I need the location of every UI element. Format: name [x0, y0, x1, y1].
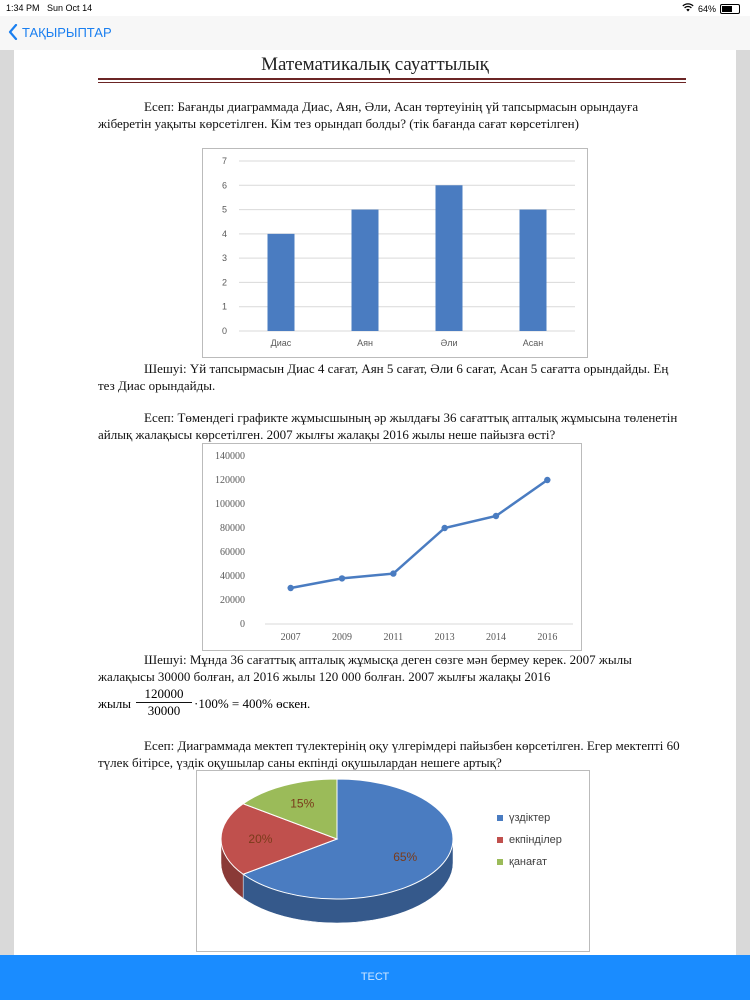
document-page [14, 50, 736, 956]
pie-data-label: 20% [248, 832, 273, 846]
solution-2: Шешуі: Мұнда 36 сағаттық апталық жұмысқа деген сөзге мән бермеу керек. 2007 жылы жалақысы 30000 болған, ал 2016 жылы 120 000 болған. 2007 жылғы жалақы 2016 [98, 652, 632, 684]
bar [268, 234, 295, 331]
bar-x-tick: Әли [440, 338, 458, 348]
formula-result: ·100% = 400% өскен. [194, 696, 311, 711]
problem-2: Есеп: Төмендегі графикте жұмысшының әр жылдағы 36 сағаттық апталық жұмысына төленетін айлық жалақысы көрсетілген. 2007 жылғы жалақы 2016 жылы неше пайызға өсті? [98, 410, 678, 442]
test-tab[interactable]: ТЕСТ [360, 971, 390, 983]
bar-y-tick: 6 [221, 180, 227, 191]
title-rule-thin [98, 82, 686, 83]
line-x-tick: 2016 [537, 632, 558, 643]
solution-1: Шешуі: Үй тапсырмасын Диас 4 сағат, Аян 5 сағат, Әли 6 сағат, Асан 5 сағатта орындайды. Ең тез Диас орындайды. [98, 361, 669, 393]
solution-2-formula [98, 686, 688, 720]
fraction-numerator: 120000 [136, 686, 192, 703]
bar [352, 210, 379, 331]
pie-data-label: 15% [290, 796, 315, 811]
title-rule [98, 78, 686, 80]
line-y-tick: 20000 [220, 595, 245, 606]
bar-x-tick: Асан [522, 338, 544, 348]
pie-chart-svg [197, 771, 589, 951]
fraction-denominator: 30000 [147, 703, 181, 718]
line-point [287, 585, 293, 591]
line-x-tick: 2011 [383, 632, 404, 643]
line-point [441, 525, 447, 531]
bar-y-tick: 2 [221, 277, 227, 288]
line-y-tick: 100000 [215, 499, 245, 510]
line-point [339, 575, 345, 581]
legend-swatch [497, 815, 503, 821]
line-y-tick: 0 [240, 619, 245, 630]
bar-y-tick: 1 [221, 301, 227, 312]
back-button[interactable] [8, 24, 112, 40]
bar-y-tick: 4 [221, 228, 227, 239]
battery-icon [720, 4, 740, 14]
series-line [291, 480, 548, 588]
chevron-left-icon [8, 24, 18, 40]
bar-y-tick: 7 [221, 156, 227, 166]
line-x-tick: 2007 [280, 632, 301, 643]
pie-data-label: 65% [393, 849, 418, 864]
legend-label: үздіктер [509, 812, 551, 824]
bottom-tab-bar [0, 955, 750, 1000]
status-time: 1:34 PM Sun Oct 14 [6, 3, 93, 13]
back-label: ТАҚЫРЫПТАР [22, 24, 112, 40]
line-chart [202, 443, 582, 651]
fraction [136, 686, 192, 719]
wifi-icon [682, 3, 694, 14]
line-point [544, 477, 550, 483]
bar [436, 185, 463, 331]
legend-swatch [497, 859, 503, 865]
bar-chart-svg [203, 149, 587, 357]
bar-chart [202, 148, 588, 358]
line-x-tick: 2009 [332, 632, 352, 643]
line-y-tick: 120000 [215, 475, 245, 486]
line-point [390, 570, 396, 576]
page-title: Математикалық сауаттылық [261, 54, 489, 75]
battery-percent: 64% [697, 3, 716, 14]
line-y-tick: 40000 [220, 571, 245, 582]
line-y-tick: 140000 [215, 451, 245, 462]
bar-y-tick: 5 [221, 204, 227, 215]
line-chart-svg [203, 444, 581, 650]
formula-word: жылы [98, 696, 131, 711]
line-y-tick: 80000 [220, 523, 245, 534]
legend-swatch [497, 837, 503, 843]
bar-x-tick: Аян [357, 338, 373, 348]
bar-y-tick: 3 [221, 253, 227, 264]
line-x-tick: 2014 [486, 632, 506, 643]
pie-chart [196, 770, 590, 952]
problem-1: Есеп: Бағанды диаграммада Диас, Аян, Әли, Асан төртеуінің үй тапсырмасын орындауға жіберетін уақыты көрсетілген. Кім тез орындап болды? (тік бағанда сағат көрсетілген) [98, 99, 639, 131]
line-x-tick: 2013 [434, 632, 455, 643]
problem-3: Есеп: Диаграммада мектеп түлектерінің оқу үлгерімдері пайызбен көрсетілген. Егер мектепті 60 түлек бітірсе, үздік оқушылар саны екпінді оқушылардан нешеге артық? [98, 738, 680, 770]
line-y-tick: 60000 [220, 547, 245, 558]
legend-label: екпінділер [509, 834, 562, 846]
status-bar [0, 0, 750, 16]
line-point [493, 513, 499, 519]
bar-x-tick: Диас [270, 338, 292, 348]
bar-y-tick: 0 [221, 326, 227, 336]
bar [520, 210, 547, 331]
navigation-bar [0, 16, 750, 50]
legend-label: қанағат [509, 856, 548, 868]
